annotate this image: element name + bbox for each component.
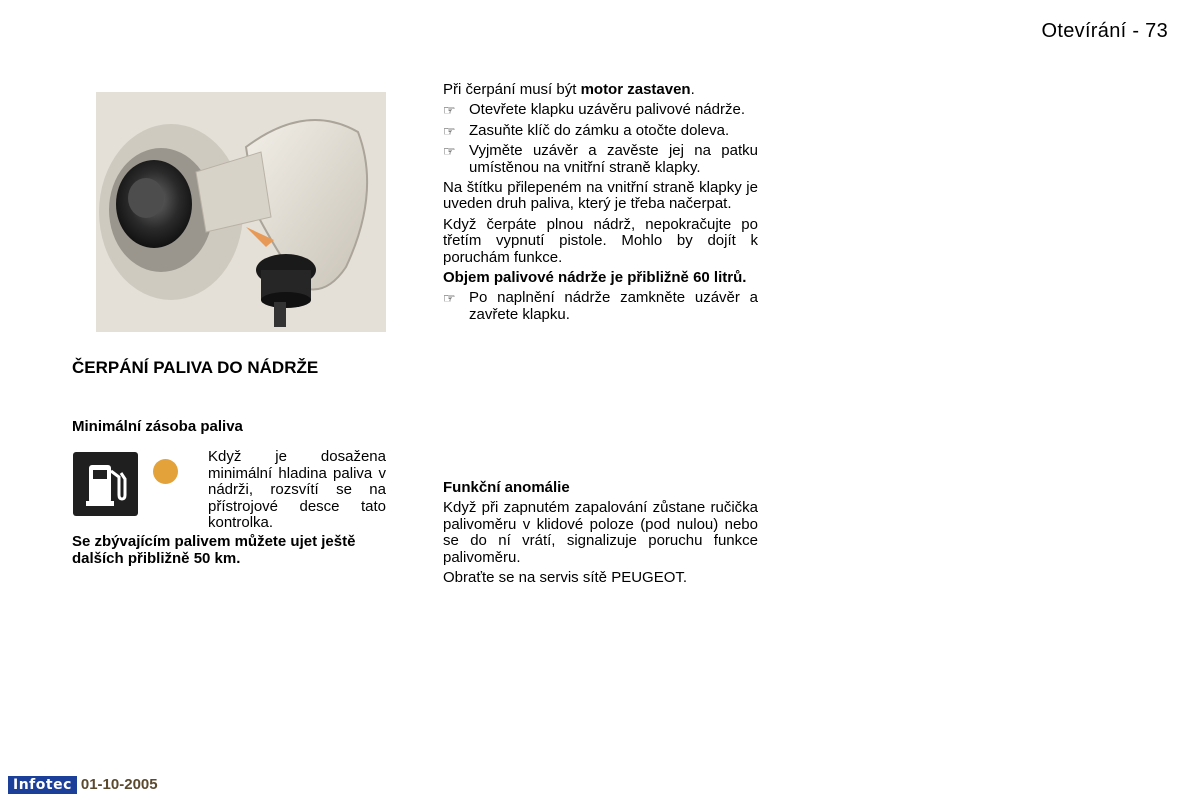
step-item: ☞ Vyjměte uzávěr a zavěste jej na patku umístěnou na vnitřní straně klapky. [443, 142, 758, 176]
step-item: ☞ Otevřete klapku uzávěru palivové nádrže. [443, 101, 745, 119]
footer [8, 775, 158, 794]
fuel-cap-photo [96, 92, 386, 332]
section-title: ČERPÁNÍ PALIVA DO NÁDRŽE [72, 358, 319, 377]
full-tank-paragraph: Když čerpáte plnou nádrž, nepokračujte po třetím vypnutí pistole. Mohlo by dojít k poruchám funkce. [443, 215, 758, 266]
anomaly-paragraph: Když při zapnutém zapalování zůstane ručička palivoměru v klidové poloze (pod nulou) nebo se do ní vrátí, signalizuje poruchu funkce palivoměru. [443, 499, 758, 566]
anomaly-title: Funkční anomálie [443, 479, 570, 496]
hand-pointer-icon: ☞ [443, 290, 456, 307]
hand-pointer-icon: ☞ [443, 143, 456, 160]
step-item: ☞ Po naplnění nádrže zamkněte uzávěr a zavřete klapku. [443, 289, 758, 323]
step-item: ☞ Zasuňte klíč do zámku a otočte doleva. [443, 121, 730, 139]
hand-pointer-icon: ☞ [443, 122, 456, 139]
lamp-description: Když je dosažena minimální hladina paliva v nádrži, rozsvítí se na přístrojové desce tato kontrolka. [208, 448, 386, 531]
range-note: Se zbývajícím palivem můžete ujet ještě dalších přibližně 50 km. [72, 533, 356, 567]
service-paragraph: Obraťte se na servis sítě PEUGEOT. [443, 569, 688, 587]
subsection-title: Minimální zásoba paliva [72, 418, 243, 435]
fuel-pump-icon [73, 452, 138, 516]
label-paragraph: Na štítku přilepeném na vnitřní straně klapky je uveden druh paliva, který je třeba načerpat. [443, 179, 758, 213]
hand-pointer-icon: ☞ [443, 102, 456, 119]
instructions-column [443, 82, 758, 327]
warning-lamp-icon [153, 459, 178, 484]
anomaly-section [443, 480, 758, 590]
footer-date: 01-10-2005 [80, 776, 158, 793]
intro-paragraph: Při čerpání musí být motor zastaven. [443, 81, 695, 98]
tank-volume-note: Objem palivové nádrže je přibližně 60 litrů. [443, 269, 747, 287]
infotec-logo: Infotec [8, 776, 77, 794]
page-header: Otevírání - 73 [1041, 20, 1168, 42]
